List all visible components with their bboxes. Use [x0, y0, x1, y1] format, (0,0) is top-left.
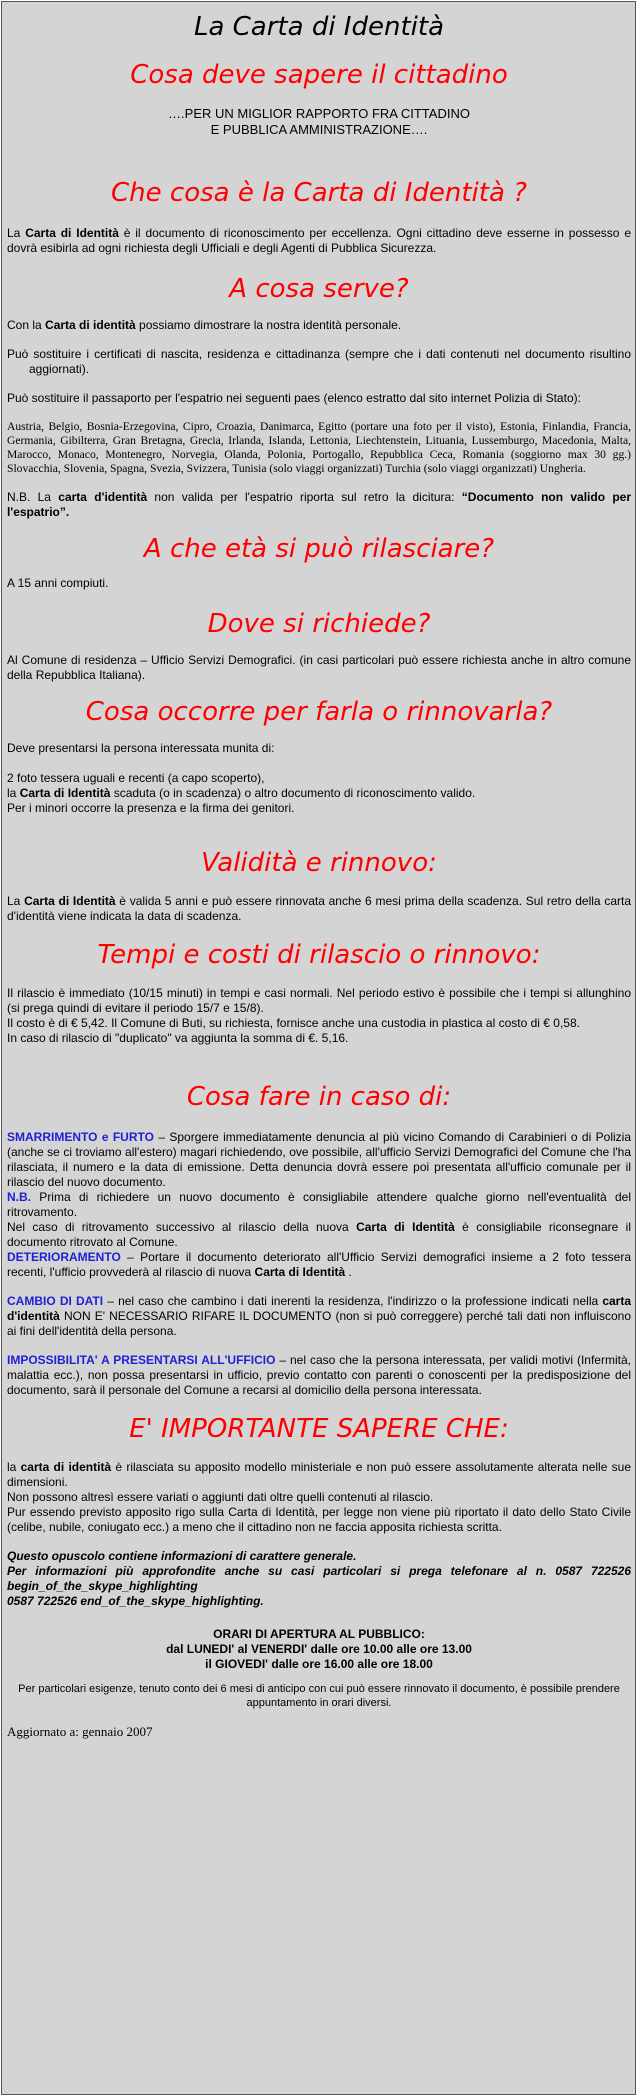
- text: è rilasciata su apposito modello ministeriale e non può essere assolutamente alterata nelle sue dimensioni.: [7, 1460, 631, 1489]
- bold-text: Carta di Identità: [254, 1265, 346, 1279]
- heading-a-cosa-serve: A cosa serve?: [229, 274, 409, 304]
- label-impossibilita: IMPOSSIBILITA' A PRESENTARSI ALL'UFFICIO: [7, 1353, 276, 1367]
- paragraph-validity: [7, 894, 631, 924]
- paragraph-cambio-dati: [7, 1294, 631, 1339]
- bold-text: carta di identità: [20, 1460, 112, 1474]
- heading-che-cosa: Che cosa è la Carta di Identità ?: [111, 178, 527, 208]
- bold-text: “Documento non valido per l'espatrio”.: [7, 490, 632, 519]
- paragraph-duplicate: In caso di rilascio di "duplicato" va aggiunta la somma di €. 5,16.: [7, 1031, 349, 1045]
- appointment-note: Per particolari esigenze, tenuto conto dei 6 mesi di anticipo con cui può essere rinnovato il documento, è possibile prendere appuntamento in orari diversi.: [18, 1683, 620, 1709]
- heading-cosa-fare: Cosa fare in caso di:: [186, 1082, 452, 1112]
- paragraph-modello: [7, 1460, 631, 1490]
- paragraph-identity: [7, 318, 631, 333]
- text: Con la: [7, 318, 46, 332]
- paragraph-timing: Il rilascio è immediato (10/15 minuti) in tempi e casi normali. Nel periodo estivo è possibile che i tempi si allunghino (si prega quindi di evitare il periodo 15/7 e 15/8).: [7, 986, 631, 1015]
- update-date: Aggiornato a: gennaio 2007: [7, 1724, 153, 1739]
- opening-hours-title: ORARI DI APERTURA AL PUBBLICO:: [213, 1627, 425, 1641]
- page-subtitle: Cosa deve sapere il cittadino: [130, 60, 508, 90]
- countries-list: Austria, Belgio, Bosnia-Erzegovina, Cipro, Croazia, Danimarca, Egitto (portare una foto per il visto), Estonia, Finlandia, Francia, Germania, Gibilterra, Gran Bretagna, Grecia, Irlanda, Islanda, Lettonia, Liechtenstein, Lituania, Lussemburgo, Macedonia, Malta, Marocco, Monaco, Montenegro, Norvegia, Olanda, Polonia, Portogallo, Repubblica Ceca, Romania (soggiorno max 30 gg.) Slovacchia, Slovenia, Spagna, Svezia, Svizzera, Tunisia (solo viaggi organizzati) Turchia (solo viaggi organizzati) Ungheria.: [7, 420, 631, 475]
- text: La: [7, 894, 25, 908]
- page-title: La Carta di Identità: [193, 12, 445, 42]
- requirement-minors: Per i minori occorre la presenza e la firma dei genitori.: [7, 801, 295, 815]
- document-column: [2, 10, 635, 1739]
- text: NON E' NECESSARIO RIFARE IL DOCUMENTO (non si può correggere) perché tali dati non influiscono ai fini dell'identità della persona.: [7, 1309, 631, 1338]
- bold-text: Carta di Identità: [356, 1220, 455, 1234]
- text: è il documento di riconoscimento per eccellenza. Ogni cittadino deve esserne in possesso e dovrà esibirla ad ogni richiesta degli Ufficiali e degli Agenti di Pubblica Sicurezza.: [7, 226, 631, 255]
- text: – nel caso che cambino i dati inerenti la residenza, l'indirizzo o la professione indicati nella: [103, 1294, 603, 1308]
- requirement-photos: 2 foto tessera uguali e recenti (a capo scoperto),: [7, 771, 265, 785]
- text: Prima di richiedere un nuovo documento è consigliabile attendere qualche giorno nell'eventualità del ritrovamento.: [7, 1190, 631, 1219]
- text: – Portare il documento deteriorato all'Ufficio Servizi demografici insieme a 2 foto tessera recenti, l'ufficio provvederà al rilascio di nuova: [7, 1250, 631, 1279]
- paragraph-nb-ritrovamento: [7, 1190, 631, 1220]
- motto-line-1: ….PER UN MIGLIOR RAPPORTO FRA CITTADINO: [168, 106, 470, 121]
- phone-number: 0587 722526 end_of_the_skype_highlighting.: [7, 1594, 264, 1608]
- bold-text: Carta di identità: [45, 318, 136, 332]
- bold-text: Carta di Identità: [24, 894, 116, 908]
- heading-tempi-costi: Tempi e costi di rilascio o rinnovo:: [97, 940, 541, 970]
- heading-eta: A che età si può rilasciare?: [143, 534, 495, 564]
- text: possiamo dimostrare la nostra identità personale.: [135, 318, 402, 332]
- label-nb: N.B.: [7, 1190, 31, 1204]
- opening-hours: [7, 1627, 631, 1672]
- text: la: [7, 786, 20, 800]
- paragraph-passport: Può sostituire il passaporto per l'espatrio nei seguenti paes (elenco estratto dal sito internet Polizia di Stato):: [7, 391, 581, 405]
- paragraph-smarrimento: [7, 1130, 631, 1190]
- document-page: [1, 1, 636, 2095]
- paragraph-certificates: Può sostituire i certificati di nascita, residenza e cittadinanza (sempre che i dati contenuti nel documento risultino aggiornati).: [7, 347, 631, 376]
- opening-hours-weekdays: dal LUNEDI' al VENERDI' dalle ore 10.00 alle ore 13.00: [166, 1642, 472, 1656]
- paragraph-telefono: Per informazioni più approfondite anche su casi particolari si prega telefonare al n. 0587 722526 begin_of_the_skype_highlighting: [7, 1564, 631, 1593]
- heading-cosa-occorre: Cosa occorre per farla o rinnovarla?: [85, 697, 553, 727]
- heading-dove: Dove si richiede?: [207, 609, 431, 639]
- heading-validita: Validità e rinnovo:: [201, 848, 437, 878]
- paragraph-opuscolo: Questo opuscolo contiene informazioni di carattere generale.: [7, 1549, 357, 1563]
- opening-hours-thursday: il GIOVEDI' dalle ore 16.00 alle ore 18.00: [205, 1657, 433, 1671]
- text: .: [345, 1265, 352, 1279]
- paragraph-impossibilita: [7, 1353, 631, 1398]
- paragraph-cost: Il costo è di € 5,42. Il Comune di Buti, su richiesta, fornisce anche una custodia in plastica al costo di € 0,58.: [7, 1016, 580, 1030]
- text: è valida 5 anni e può essere rinnovata anche 6 mesi prima della scadenza. Sul retro della carta d'identità viene indicata la data di scadenza.: [7, 894, 632, 923]
- bold-text: Carta di Identità: [25, 226, 119, 240]
- label-deterioramento: DETERIORAMENTO: [7, 1250, 121, 1264]
- text: – Sporgere immediatamente denuncia al più vicino Comando di Carabinieri o di Polizia (anche se ci troviamo all'estero) magari richiedendo, ove possibile, all'ufficio Servizi Demografici del Comune che l'ha rilasciata, il numero e la data di emissione. Detta denuncia dovrà essere poi presentata all'ufficio comunale per il rilascio del nuovo documento.: [7, 1130, 631, 1189]
- paragraph-stato-civile: Pur essendo previsto apposito rigo sulla Carta di Identità, per legge non viene più riportato il dato dello Stato Civile (celibe, nubile, coniugato ecc.) a meno che il cittadino non ne faccia apposita richiesta scritta.: [7, 1505, 631, 1534]
- paragraph-where: Al Comune di residenza – Ufficio Servizi Demografici. (in casi particolari può essere richiesta anche in altro comune della Repubblica Italiana).: [7, 653, 631, 682]
- requirement-document: [7, 786, 631, 801]
- text: La: [7, 226, 26, 240]
- paragraph-deterioramento: [7, 1250, 631, 1280]
- label-smarrimento: SMARRIMENTO e FURTO: [7, 1130, 154, 1144]
- bold-text: carta d'identità: [7, 1294, 632, 1323]
- label-cambio-dati: CAMBIO DI DATI: [7, 1294, 104, 1308]
- paragraph-definition: [7, 226, 631, 256]
- paragraph-age: A 15 anni compiuti.: [7, 576, 109, 590]
- paragraph-dati: Non possono altresì essere variati o aggiunti dati oltre quelli contenuti al rilascio.: [7, 1490, 434, 1504]
- paragraph-ritrovamento: [7, 1220, 631, 1250]
- text: scaduta (o in scadenza) o altro documento di riconoscimento valido.: [110, 786, 476, 800]
- text: – nel caso che la persona interessata, per validi motivi (Infermità, malattia ecc.), non possa presentarsi in ufficio, previo contatto con parenti o conoscenti per la predisposizione del documento, sarà il personale del Comune a recarsi al domicilio della persona interessata.: [7, 1353, 631, 1397]
- text: la: [7, 1460, 21, 1474]
- text: non valida per l'espatrio riporta sul retro la dicitura:: [147, 490, 462, 504]
- heading-importante: E' IMPORTANTE SAPERE CHE:: [129, 1414, 509, 1444]
- bold-text: carta d'identità: [58, 490, 148, 504]
- paragraph-nb-expatriation: [7, 490, 631, 520]
- text: Nel caso di ritrovamento successivo al rilascio della nuova: [7, 1220, 357, 1234]
- motto-line-2: E PUBBLICA AMMINISTRAZIONE….: [210, 122, 428, 137]
- bold-text: Carta di Identità: [19, 786, 111, 800]
- paragraph-requirements: Deve presentarsi la persona interessata munita di:: [7, 741, 275, 755]
- text: N.B. La: [7, 490, 59, 504]
- text: è consigliabile riconsegnare il documento ritrovato al Comune.: [7, 1220, 631, 1249]
- motto: [7, 106, 631, 138]
